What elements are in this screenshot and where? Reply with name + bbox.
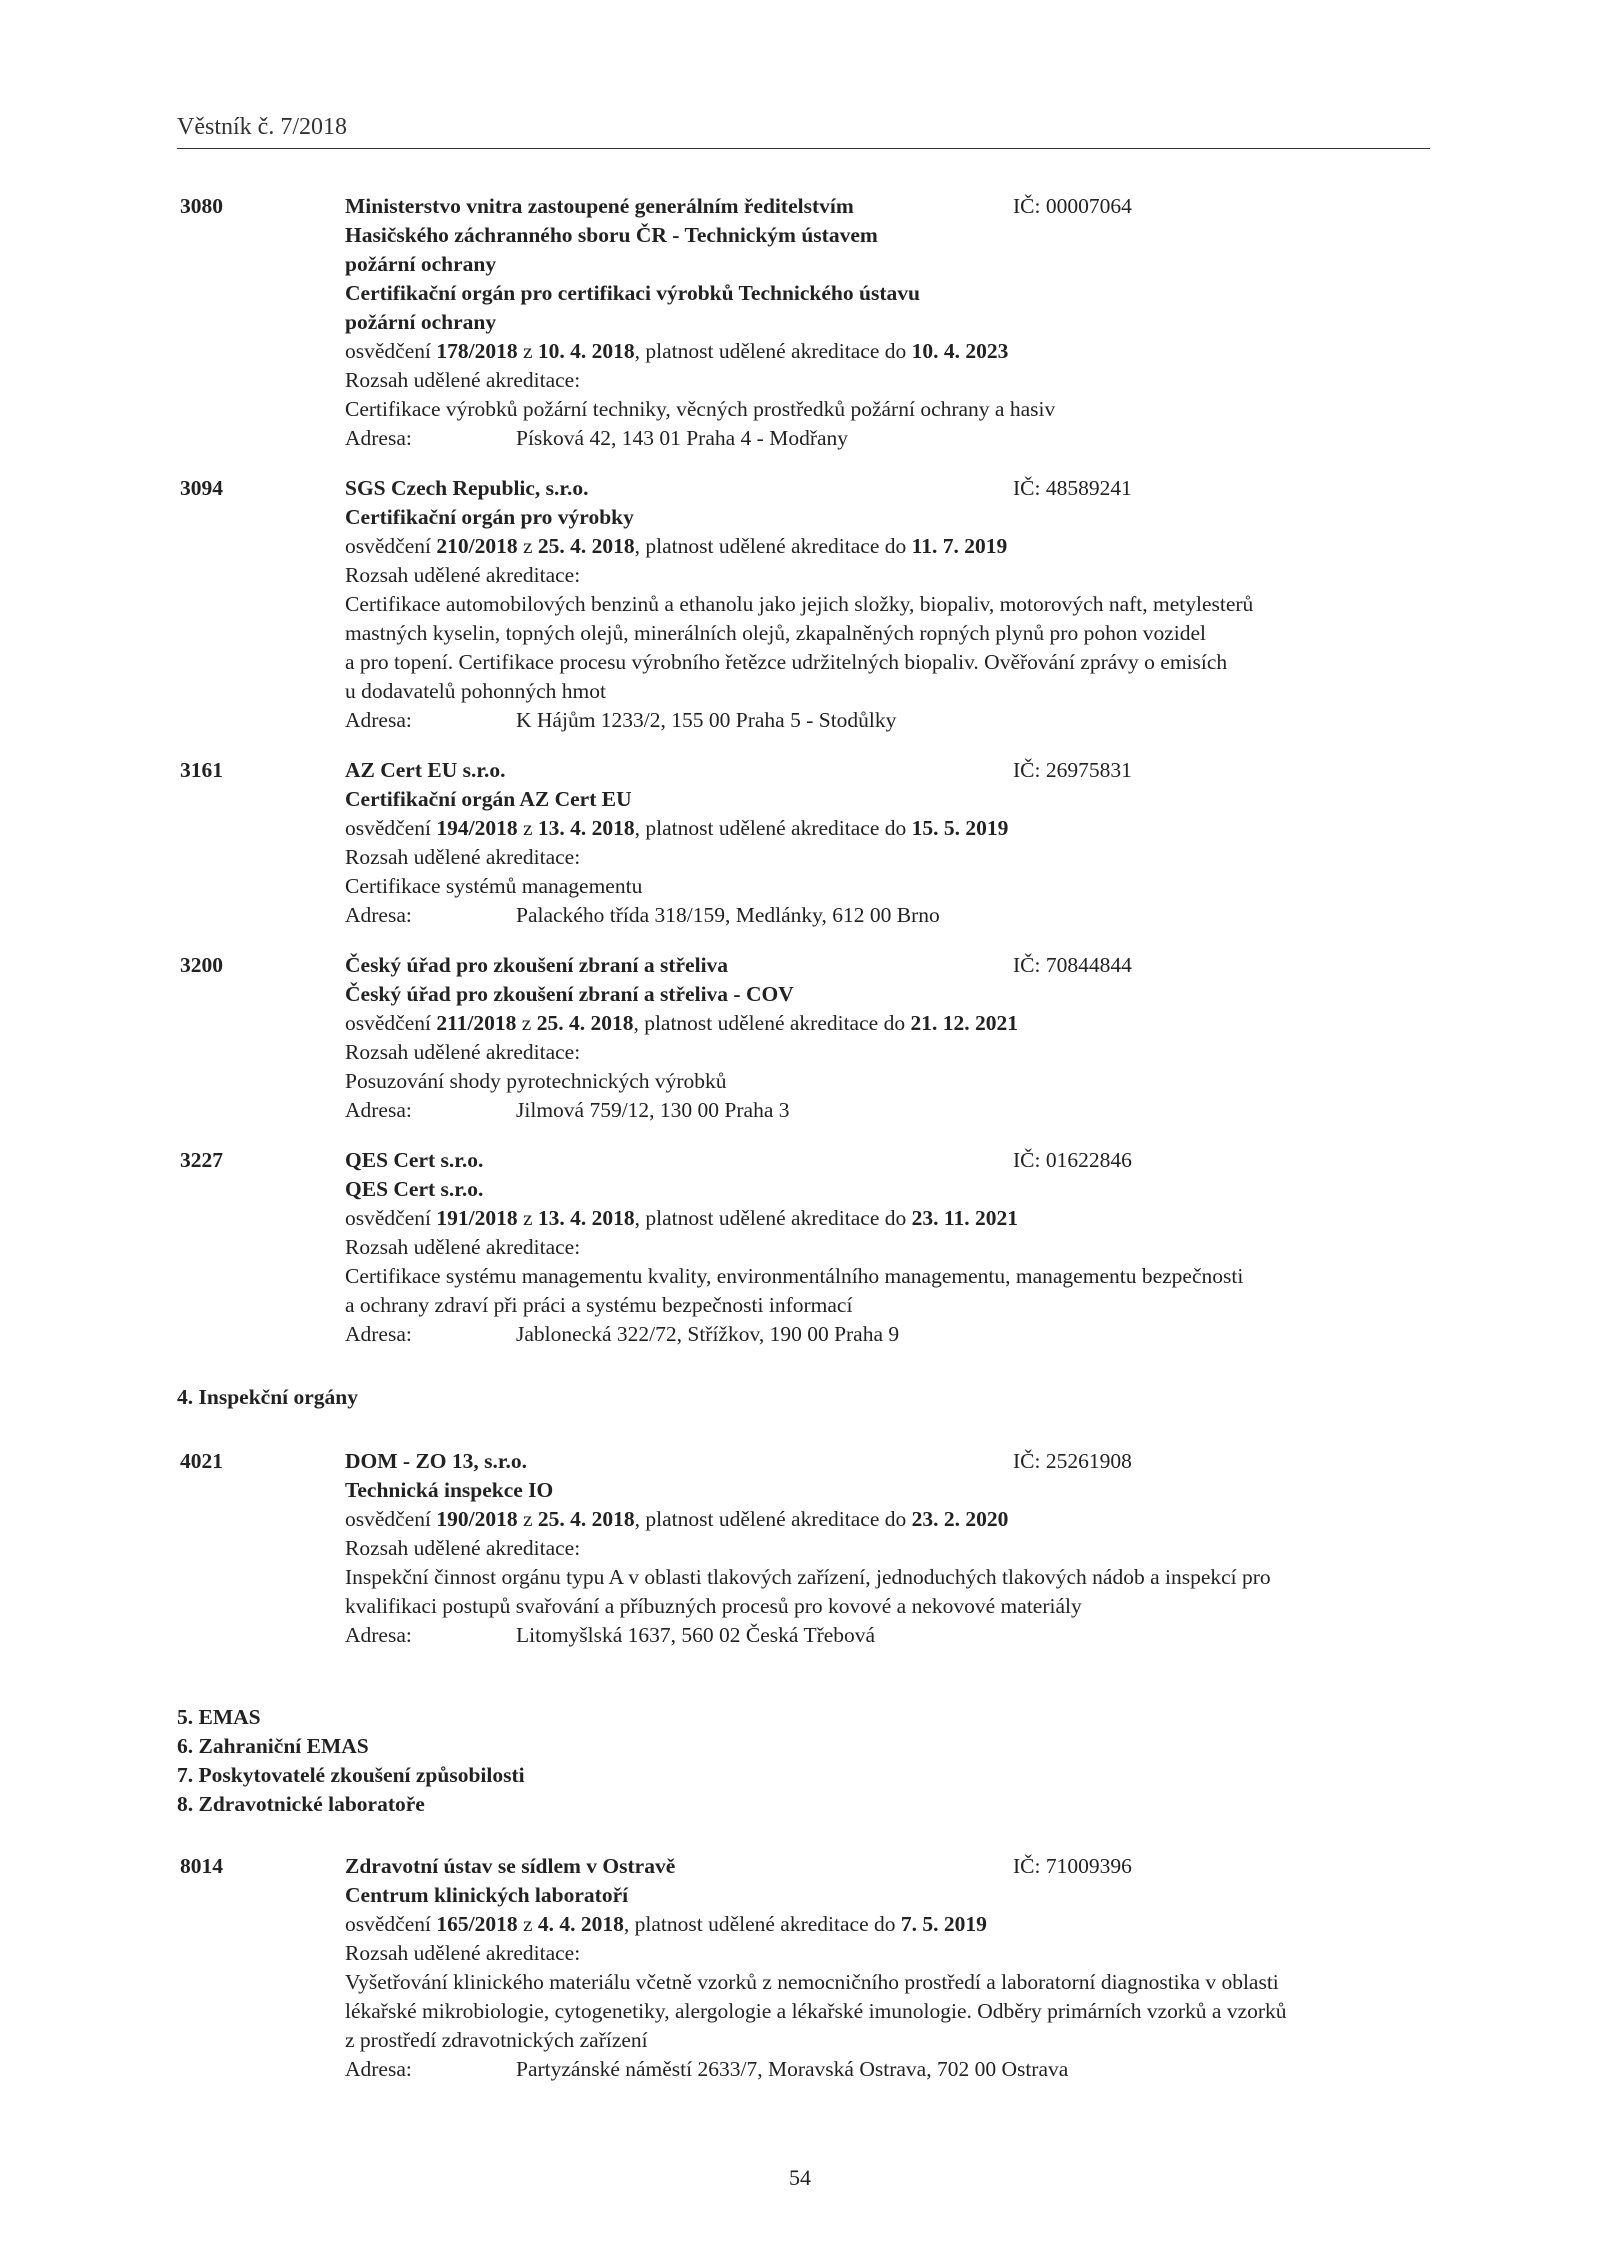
address-value: Jilmová 759/12, 130 00 Praha 3: [516, 1098, 790, 1122]
scope-label: Rozsah udělené akreditace:: [345, 1235, 581, 1259]
certificate-date: 25. 4. 2018: [537, 534, 635, 558]
address-line: [345, 2055, 1445, 2084]
certificate-date: 25. 4. 2018: [537, 1507, 635, 1531]
certificate-number: 165/2018: [436, 1912, 518, 1936]
ic-number: IČ: 00007064: [1013, 194, 1132, 218]
scope-label: Rozsah udělené akreditace:: [345, 845, 581, 869]
certificate-number: 190/2018: [436, 1507, 518, 1531]
scope-text: Posuzování shody pyrotechnických výrobků: [345, 1069, 727, 1093]
validity-date: 23. 2. 2020: [911, 1507, 1009, 1531]
certificate-z: z: [522, 1912, 533, 1936]
scope-text: Certifikace systémů managementu: [345, 874, 643, 898]
validity-date: 7. 5. 2019: [900, 1912, 987, 1936]
scope-text: a pro topení. Certifikace procesu výrobního řetězce udržitelných biopaliv. Ověřování zprávy o emisích: [345, 650, 1228, 674]
certificate-label: osvědčení: [345, 1507, 431, 1531]
organization-name: DOM - ZO 13, s.r.o.: [345, 1449, 527, 1473]
certificate-number: 194/2018: [436, 816, 518, 840]
certificate-line: [345, 1505, 1445, 1534]
organization-name: SGS Czech Republic, s.r.o.: [345, 476, 589, 500]
certificate-label: osvědčení: [345, 339, 431, 363]
section-heading-7: 7. Poskytovatelé zkoušení způsobilosti: [177, 1763, 525, 1787]
entry-body: [345, 192, 1445, 453]
entry-number: 3161: [180, 758, 223, 782]
entry-body: [345, 756, 1445, 930]
certificate-line: [345, 532, 1445, 561]
organization-name: QES Cert s.r.o.: [345, 1148, 484, 1172]
section-heading-5: 5. EMAS: [177, 1705, 261, 1729]
address-value: Partyzánské náměstí 2633/7, Moravská Ostrava, 702 00 Ostrava: [516, 2057, 1069, 2081]
organization-name-line: Certifikační orgán pro certifikaci výrobků Technického ústavu: [345, 281, 920, 305]
page-header: [177, 110, 1430, 149]
address-line: [345, 424, 1445, 453]
validity-label: , platnost udělené akreditace do: [633, 1011, 906, 1035]
certificate-line: [345, 1910, 1445, 1939]
scope-label: Rozsah udělené akreditace:: [345, 1536, 581, 1560]
validity-label: , platnost udělené akreditace do: [623, 1912, 896, 1936]
entry-body: [345, 474, 1445, 735]
entry-number: 3200: [180, 953, 223, 977]
address-line: [345, 1320, 1445, 1349]
certificate-z: z: [522, 816, 533, 840]
certificate-number: 211/2018: [436, 1011, 517, 1035]
certificate-number: 178/2018: [436, 339, 518, 363]
certificate-z: z: [522, 339, 533, 363]
scope-text: Vyšetřování klinického materiálu včetně vzorků z nemocničního prostředí a laboratorní diagnostika v oblasti: [345, 1970, 1279, 1994]
organization-name-line: požární ochrany: [345, 252, 497, 276]
ic-number: IČ: 26975831: [1013, 758, 1132, 782]
entry-body: [345, 1146, 1445, 1349]
entry-number: 4021: [180, 1449, 223, 1473]
validity-label: , platnost udělené akreditace do: [634, 1206, 907, 1230]
address-label: Adresa:: [345, 903, 412, 927]
scope-text: kvalifikaci postupů svařování a příbuzných procesů pro kovové a nekovové materiály: [345, 1594, 1082, 1618]
address-line: [345, 901, 1445, 930]
address-label: Adresa:: [345, 1322, 412, 1346]
address-value: Jablonecká 322/72, Střížkov, 190 00 Praha 9: [516, 1322, 900, 1346]
validity-label: , platnost udělené akreditace do: [634, 534, 907, 558]
validity-date: 10. 4. 2023: [911, 339, 1009, 363]
certificate-date: 13. 4. 2018: [537, 1206, 635, 1230]
address-label: Adresa:: [345, 708, 412, 732]
certificate-line: [345, 814, 1445, 843]
scope-text: Certifikace výrobků požární techniky, věcných prostředků požární ochrany a hasiv: [345, 397, 1056, 421]
organization-name-line: Centrum klinických laboratoří: [345, 1883, 629, 1907]
validity-date: 23. 11. 2021: [911, 1206, 1018, 1230]
scope-text: Certifikace automobilových benzinů a ethanolu jako jejich složky, biopaliv, motorových naft, metylesterů: [345, 592, 1254, 616]
certificate-number: 191/2018: [436, 1206, 518, 1230]
scope-text: mastných kyselin, topných olejů, minerálních olejů, zkapalněných ropných plynů pro pohon vozidel: [345, 621, 1206, 645]
address-line: [345, 1096, 1445, 1125]
certificate-label: osvědčení: [345, 816, 431, 840]
organization-name-line: Certifikační orgán AZ Cert EU: [345, 787, 632, 811]
certificate-date: 13. 4. 2018: [537, 816, 635, 840]
ic-number: IČ: 01622846: [1013, 1148, 1132, 1172]
certificate-line: [345, 1204, 1445, 1233]
organization-name-line: QES Cert s.r.o.: [345, 1177, 484, 1201]
section-heading-4: 4. Inspekční orgány: [177, 1385, 358, 1409]
organization-name-line: Český úřad pro zkoušení zbraní a střeliva - COV: [345, 982, 794, 1006]
entry-body: [345, 951, 1445, 1125]
address-line: [345, 706, 1445, 735]
scope-label: Rozsah udělené akreditace:: [345, 1040, 581, 1064]
scope-label: Rozsah udělené akreditace:: [345, 563, 581, 587]
organization-name: Zdravotní ústav se sídlem v Ostravě: [345, 1854, 676, 1878]
scope-text: z prostředí zdravotnických zařízení: [345, 2028, 648, 2052]
section-heading-8: 8. Zdravotnické laboratoře: [177, 1792, 425, 1816]
validity-date: 11. 7. 2019: [911, 534, 1008, 558]
certificate-number: 210/2018: [436, 534, 518, 558]
ic-number: IČ: 48589241: [1013, 476, 1132, 500]
organization-name: AZ Cert EU s.r.o.: [345, 758, 506, 782]
organization-name-line: požární ochrany: [345, 310, 497, 334]
ic-number: IČ: 70844844: [1013, 953, 1132, 977]
certificate-label: osvědčení: [345, 534, 431, 558]
entry-number: 3094: [180, 476, 223, 500]
entry-body: [345, 1852, 1445, 2084]
ic-number: IČ: 25261908: [1013, 1449, 1132, 1473]
certificate-date: 25. 4. 2018: [536, 1011, 634, 1035]
organization-name: Český úřad pro zkoušení zbraní a střeliva: [345, 953, 729, 977]
entry-body: [345, 1447, 1445, 1650]
scope-text: Certifikace systému managementu kvality, environmentálního managementu, managementu bezpečnosti: [345, 1264, 1244, 1288]
address-value: Písková 42, 143 01 Praha 4 - Modřany: [516, 426, 849, 450]
address-value: Palackého třída 318/159, Medlánky, 612 00 Brno: [516, 903, 940, 927]
validity-date: 21. 12. 2021: [910, 1011, 1018, 1035]
address-label: Adresa:: [345, 1098, 412, 1122]
scope-text: a ochrany zdraví při práci a systému bezpečnosti informací: [345, 1293, 853, 1317]
entry-number: 3080: [180, 194, 223, 218]
scope-text: Inspekční činnost orgánu typu A v oblasti tlakových zařízení, jednoduchých tlakových nádob a inspekcí pro: [345, 1565, 1271, 1589]
certificate-line: [345, 1009, 1445, 1038]
section-heading-6: 6. Zahraniční EMAS: [177, 1734, 369, 1758]
validity-label: , platnost udělené akreditace do: [634, 339, 907, 363]
address-value: K Hájům 1233/2, 155 00 Praha 5 - Stodůlky: [516, 708, 897, 732]
certificate-date: 4. 4. 2018: [537, 1912, 624, 1936]
page-number: 54: [789, 2165, 811, 2190]
entry-number: 8014: [180, 1854, 223, 1878]
certificate-label: osvědčení: [345, 1206, 431, 1230]
scope-label: Rozsah udělené akreditace:: [345, 368, 581, 392]
validity-label: , platnost udělené akreditace do: [634, 816, 907, 840]
certificate-label: osvědčení: [345, 1011, 431, 1035]
certificate-line: [345, 337, 1445, 366]
entry-number: 3227: [180, 1148, 223, 1172]
address-value: Litomyšlská 1637, 560 02 Česká Třebová: [516, 1623, 876, 1647]
scope-label: Rozsah udělené akreditace:: [345, 1941, 581, 1965]
organization-name-line: Certifikační orgán pro výrobky: [345, 505, 634, 529]
organization-name-line: Hasičského záchranného sboru ČR - Technickým ústavem: [345, 223, 878, 247]
validity-date: 15. 5. 2019: [911, 816, 1009, 840]
scope-text: lékařské mikrobiologie, cytogenetiky, alergologie a lékařské imunologie. Odběry primárních vzorků a vzorků: [345, 1999, 1287, 2023]
organization-name-line: Technická inspekce IO: [345, 1478, 554, 1502]
certificate-z: z: [522, 1206, 533, 1230]
scope-text: u dodavatelů pohonných hmot: [345, 679, 606, 703]
certificate-z: z: [521, 1011, 532, 1035]
header-title: Věstník č. 7/2018: [177, 114, 347, 140]
address-label: Adresa:: [345, 1623, 412, 1647]
certificate-date: 10. 4. 2018: [537, 339, 635, 363]
validity-label: , platnost udělené akreditace do: [634, 1507, 907, 1531]
organization-name: Ministerstvo vnitra zastoupené generálním ředitelstvím: [345, 194, 854, 218]
certificate-label: osvědčení: [345, 1912, 431, 1936]
ic-number: IČ: 71009396: [1013, 1854, 1132, 1878]
address-label: Adresa:: [345, 426, 412, 450]
certificate-z: z: [522, 534, 533, 558]
address-label: Adresa:: [345, 2057, 412, 2081]
address-line: [345, 1621, 1445, 1650]
certificate-z: z: [522, 1507, 533, 1531]
